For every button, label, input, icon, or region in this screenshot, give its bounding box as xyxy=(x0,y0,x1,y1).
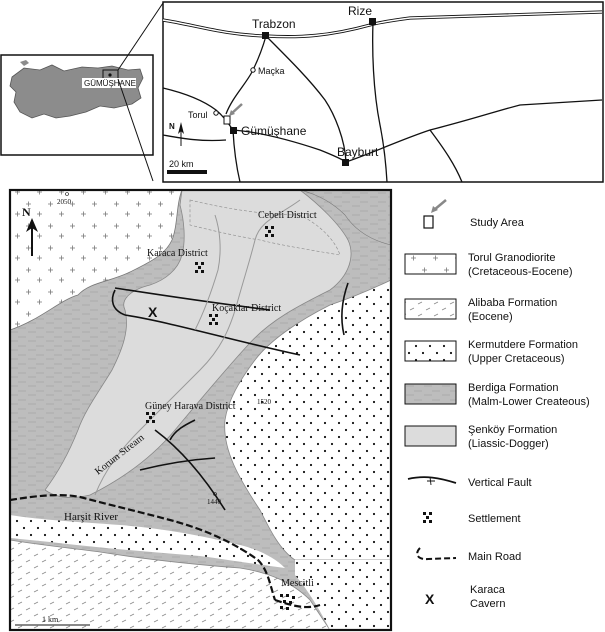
svg-text:Şenköy Formation: Şenköy Formation xyxy=(468,424,558,436)
svg-text:Main Road: Main Road xyxy=(468,551,522,563)
location-scale-label: 20 km xyxy=(169,159,194,169)
legend-settlement xyxy=(423,512,521,525)
legend-senkoy xyxy=(405,424,557,450)
elevation-2050: 2050 xyxy=(57,198,71,206)
svg-text:(Malm-Lower Createous): (Malm-Lower Createous) xyxy=(468,396,590,408)
svg-text:Torul Granodiorite: Torul Granodiorite xyxy=(468,252,556,264)
svg-text:(Cretaceous-Eocene): (Cretaceous-Eocene) xyxy=(468,266,573,278)
legend-berdiga xyxy=(405,382,590,408)
city-trabzon: Trabzon xyxy=(252,17,296,31)
inset-gumushane-label: GÜMÜŞHANE xyxy=(84,79,137,88)
city-macka: Maçka xyxy=(258,66,285,76)
district-kocaklar: Koçaklar District xyxy=(212,303,282,314)
location-map xyxy=(163,2,603,182)
korum-stream-label: Korum Stream xyxy=(93,432,147,478)
svg-text:N: N xyxy=(22,205,31,219)
legend-main-road xyxy=(417,548,521,563)
study-area-box-small xyxy=(224,116,230,124)
district-karaca: Karaca District xyxy=(147,248,208,259)
svg-text:(Eocene): (Eocene) xyxy=(468,311,513,323)
district-cebeli: Cebeli District xyxy=(258,210,317,221)
district-guney-harava: Güney Harava District xyxy=(145,401,236,412)
legend-karaca-cavern xyxy=(425,584,506,610)
city-bayburt: Bayburt xyxy=(337,145,379,159)
svg-text:Settlement: Settlement xyxy=(468,513,521,525)
elevation-1440: 1440 xyxy=(207,498,221,506)
svg-text:Cavern: Cavern xyxy=(470,598,506,610)
svg-text:X: X xyxy=(425,591,435,607)
svg-text:(Upper Cretaceous): (Upper Cretaceous) xyxy=(468,353,565,365)
city-torul: Torul xyxy=(188,110,208,120)
location-scale-bar xyxy=(167,170,207,174)
elevation-1520: 1520 xyxy=(257,398,271,406)
legend-fault xyxy=(408,477,532,489)
svg-text:N: N xyxy=(169,122,175,131)
svg-text:Berdiga Formation: Berdiga Formation xyxy=(468,382,559,394)
main-scale-label: 1 km xyxy=(42,615,59,624)
svg-text:(Liassic-Dogger): (Liassic-Dogger) xyxy=(468,438,549,450)
svg-text:Karaca: Karaca xyxy=(470,584,505,596)
legend-kermutdere xyxy=(405,339,578,365)
karaca-cavern-mark: X xyxy=(148,304,158,320)
legend xyxy=(405,200,590,610)
svg-text:Alibaba Formation: Alibaba Formation xyxy=(468,297,558,309)
svg-text:Study Area: Study Area xyxy=(470,217,524,229)
legend-torul xyxy=(405,252,573,278)
harsit-river-label: Harşit River xyxy=(64,511,119,523)
city-gumushane: Gümüşhane xyxy=(241,124,307,138)
svg-text:Vertical Fault: Vertical Fault xyxy=(468,477,532,489)
turkey-inset xyxy=(1,55,153,155)
legend-alibaba xyxy=(405,297,557,323)
district-mescitli: Mescitli xyxy=(281,578,314,589)
svg-text:Kermutdere Formation: Kermutdere Formation xyxy=(468,339,579,351)
city-rize: Rize xyxy=(348,4,373,18)
legend-study-area xyxy=(424,200,525,229)
